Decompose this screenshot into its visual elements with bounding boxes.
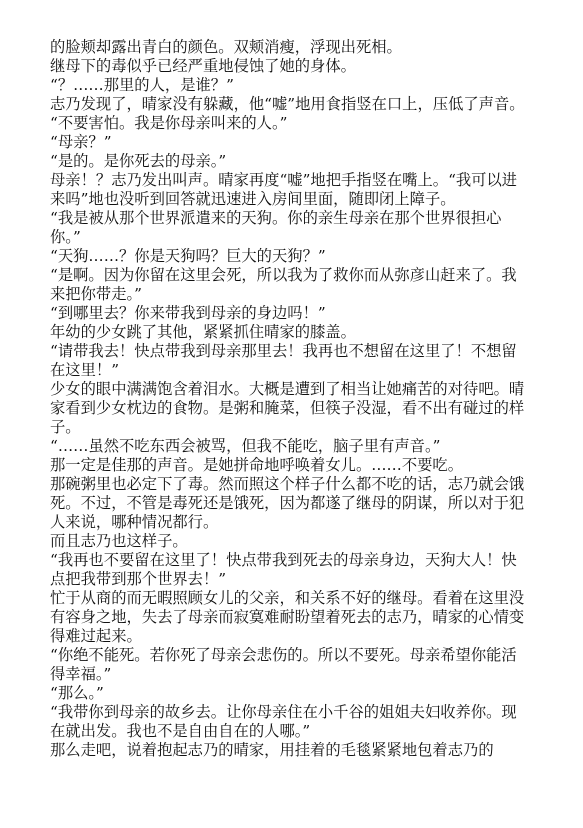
dialogue-line: “不要害怕。我是你母亲叫来的人。” (50, 114, 288, 132)
dialogue-line: “……虽然不吃东西会被骂，但我不能吃，脑子里有声音。” (50, 437, 441, 455)
dialogue-line: “？……那里的人，是谁？” (50, 76, 234, 94)
paragraph: 那么走吧，说着抱起志乃的晴家，用挂着的毛毯紧紧地包着志乃的 (50, 741, 494, 759)
document-page (50, 38, 526, 760)
dialogue-line: “我带你到母亲的故乡去。让你母亲住在小千谷的姐姐夫妇收养你。现在就出发。我也不是自由自在的人哪。” (50, 703, 517, 740)
dialogue-line: “天狗……？你是天狗吗？巨大的天狗？” (50, 247, 326, 265)
paragraph: 志乃发现了，晴家没有躲藏，他“嘘”地用食指竖在口上，压低了声音。 (50, 95, 525, 113)
paragraph: 而且志乃也这样子。 (50, 532, 188, 550)
paragraph: 少女的眼中满满饱含着泪水。大概是遭到了相当让她痛苦的对待吧。晴家看到少女枕边的食物。是粥和腌菜，但筷子没湿，看不出有碰过的样子。 (50, 380, 525, 436)
paragraph: 继母下的毒似乎已经严重地侵蚀了她的身体。 (50, 57, 356, 75)
dialogue-line: “我是被从那个世界派遣来的天狗。你的亲生母亲在那个世界很担心你。” (50, 209, 502, 246)
paragraph: 年幼的少女跳了其他，紧紧抓住晴家的膝盖。 (50, 323, 356, 341)
dialogue-line: “母亲？” (50, 133, 112, 151)
dialogue-line: “那么。” (50, 684, 104, 702)
dialogue-line: “请带我去！快点带我到母亲那里去！我再也不想留在这里了！不想留在这里！” (50, 342, 517, 379)
paragraph: 那碗粥里也必定下了毒。然而照这个样子什么都不吃的话，志乃就会饿死。不过，不管是毒死还是饿死，因为都遂了继母的阴谋，所以对于犯人来说，哪种情况都行。 (50, 475, 525, 531)
paragraph: 忙于从商的而无暇照顾女儿的父亲，和关系不好的继母。看着在这里没有容身之地，失去了母亲而寂寞难耐盼望着死去的志乃，晴家的心情变得难过起来。 (50, 589, 525, 645)
paragraph: 母亲！？志乃发出叫声。晴家再度“嘘”地把手指竖在嘴上。“我可以进来吗”地也没听到回答就迅速进入房间里面，随即闭上障子。 (50, 171, 518, 208)
dialogue-line: “到哪里去？你来带我到母亲的身边吗！” (50, 304, 326, 322)
dialogue-line: “是的。是你死去的母亲。” (50, 152, 227, 170)
paragraph: 那一定是佳那的声音。是她拼命地呼唤着女儿。……不要吃。 (50, 456, 464, 474)
paragraph: 的脸颊却露出青白的颜色。双颊消瘦，浮现出死相。 (50, 38, 402, 56)
dialogue-line: “我再也不要留在这里了！快点带我到死去的母亲身边，天狗大人！快点把我带到那个世界去！” (50, 551, 517, 588)
dialogue-line: “你绝不能死。若你死了母亲会悲伤的。所以不要死。母亲希望你能活得幸福。” (50, 646, 517, 683)
dialogue-line: “是啊。因为你留在这里会死，所以我为了救你而从弥彦山赶来了。我来把你带走。” (50, 266, 517, 303)
